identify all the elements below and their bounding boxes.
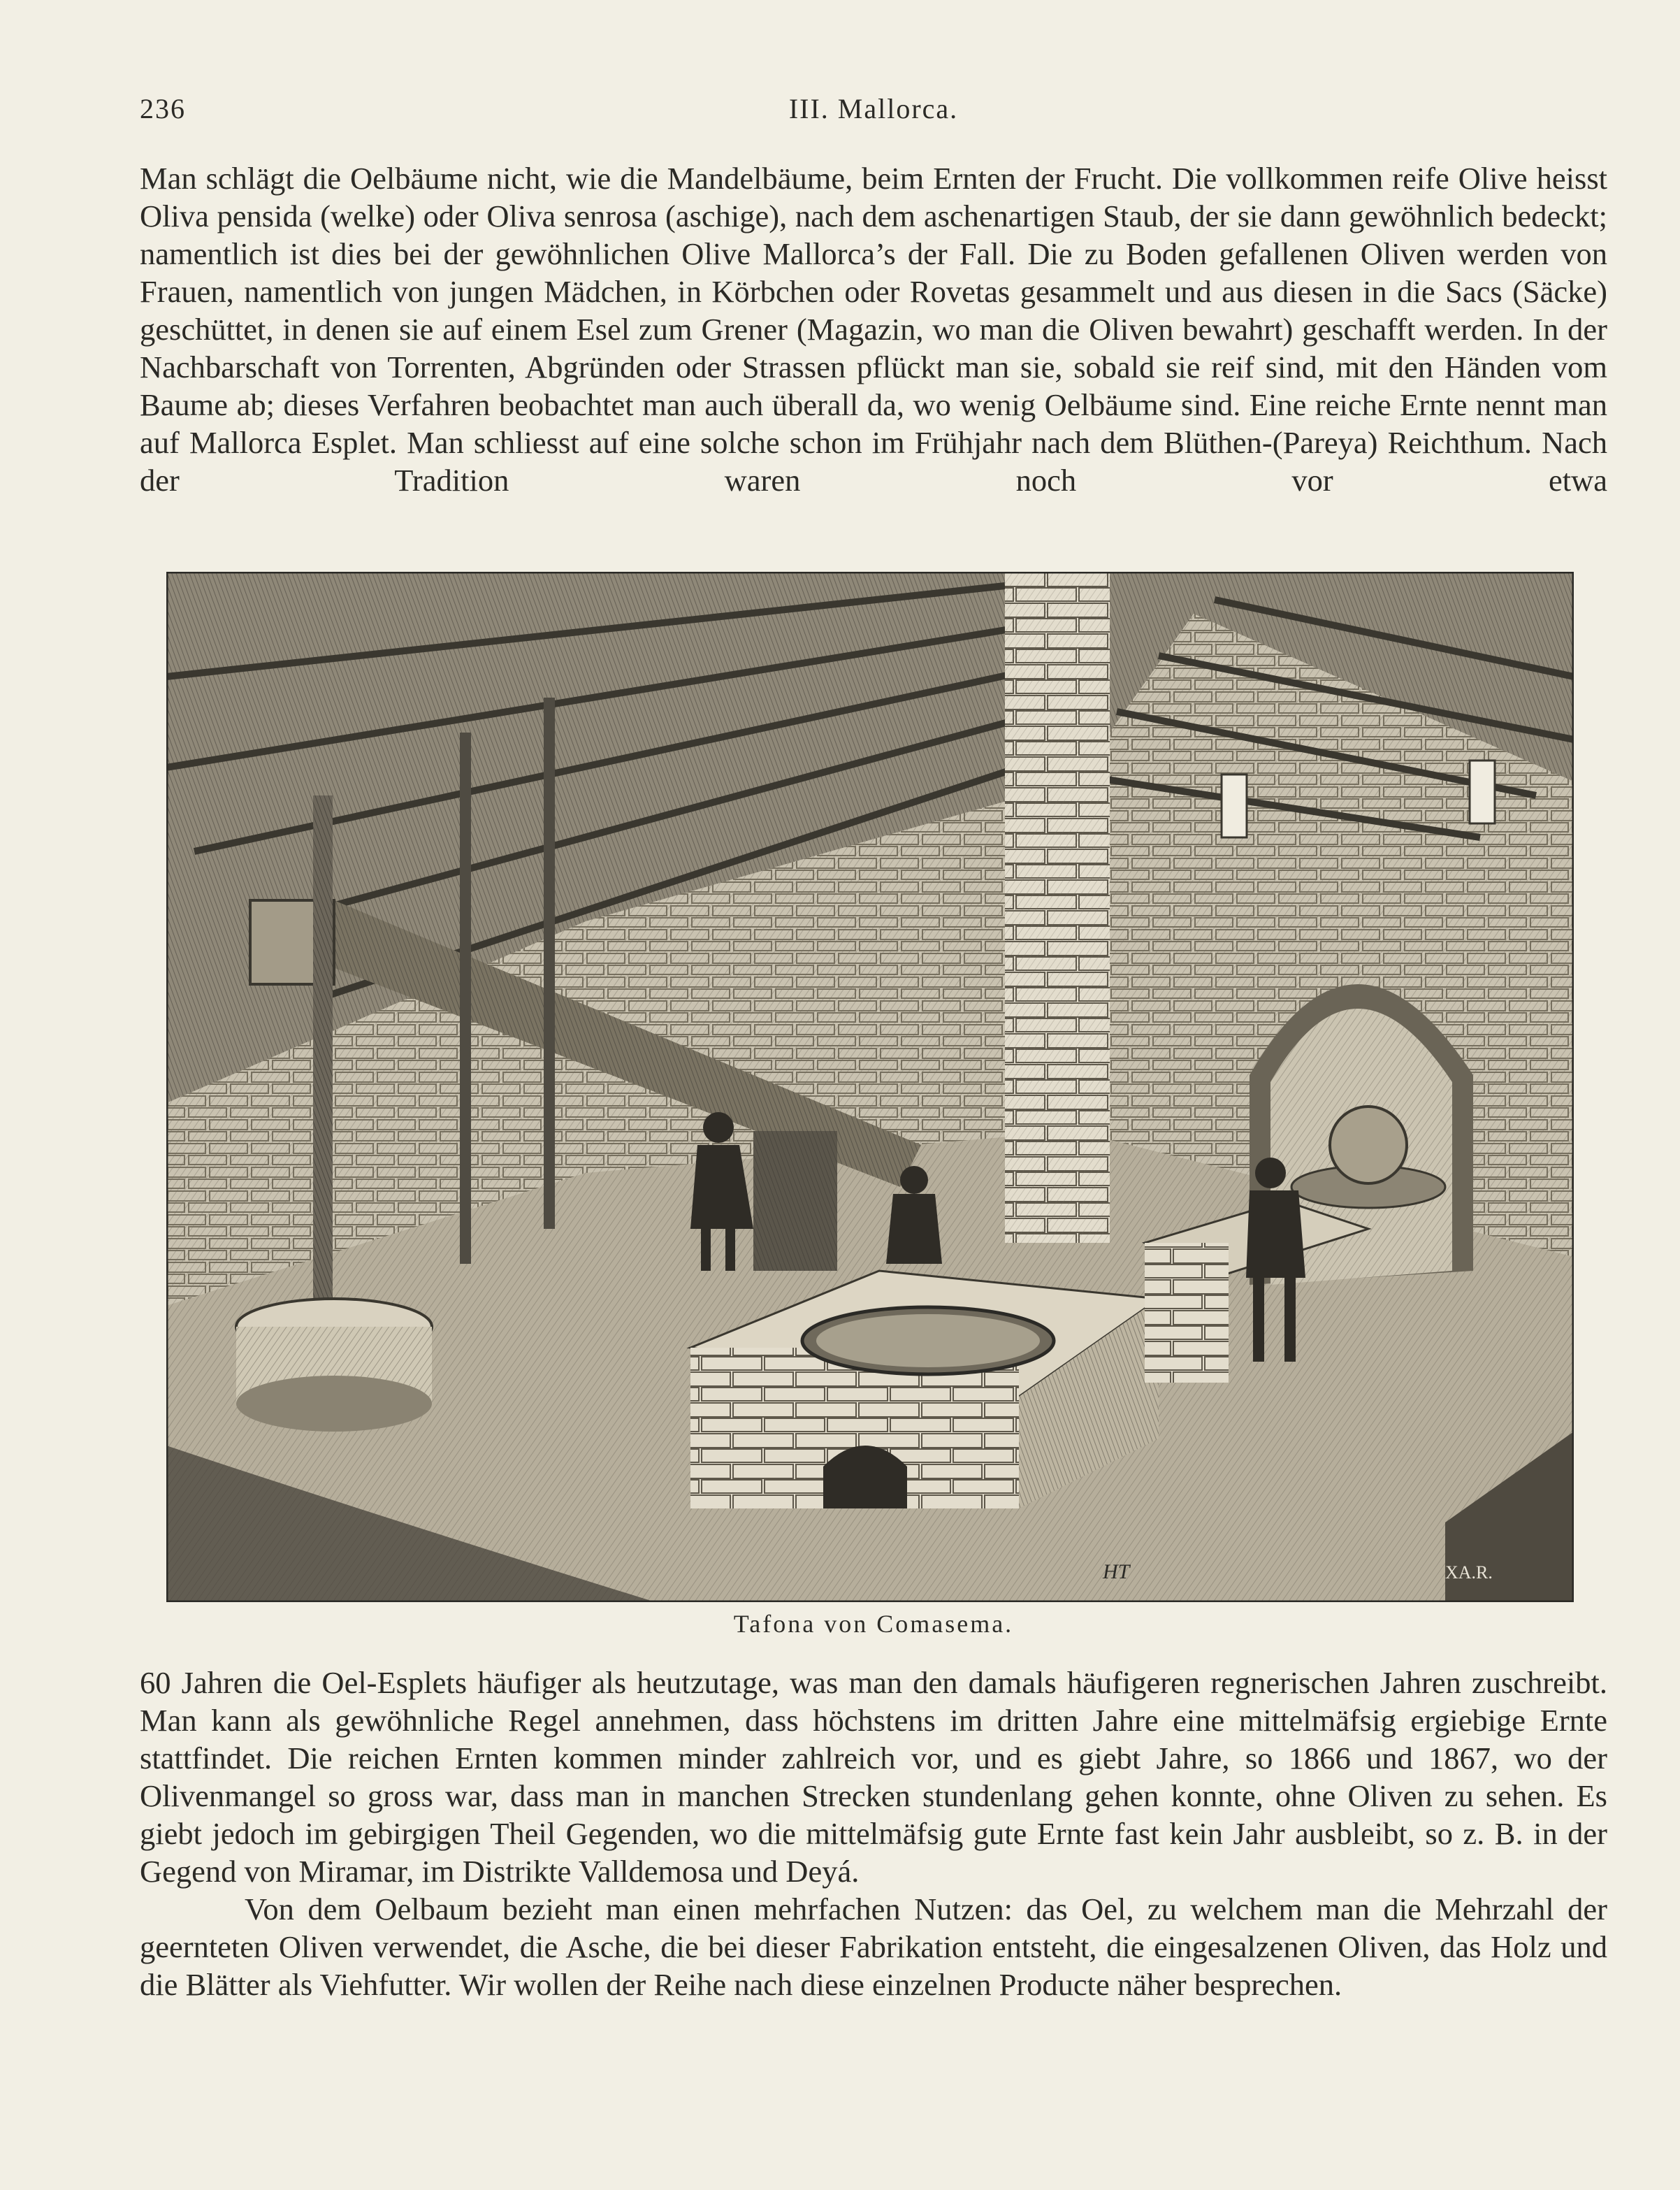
page-header [140,92,1607,134]
running-title: III. Mallorca. [788,93,959,124]
page-number: 236 [140,93,186,124]
paragraph-bottom-2: Von dem Oelbaum bezieht man einen mehrfachen Nutzen: das Oel, zu welchem man die Mehrzahl der geernteten Oliven verwendet, die Asche, die bei dieser Fabrikation entsteht, die eingesalzenen Oliven, das Holz und die Blätter als Viehfutter. Wir wollen der Reihe nach diese einzelnen Producte näher besprechen. [140,1892,1607,2002]
engraver-signature-right: XA.R. [1445,1562,1493,1583]
engraving-figure [166,572,1574,1602]
text-block-bottom [140,1664,1607,2003]
paragraph-top: Man schlägt die Oelbäume nicht, wie die Mandelbäume, beim Ernten der Frucht. Die vollkommen reife Olive heisst Oliva pensida (welke) oder Oliva senrosa (aschige), nach dem aschenartigen Staub, der sie dann gewöhnlich bedeckt; namentlich ist dies bei der gewöhnlichen Olive Mallorca’s der Fall. Die zu Boden gefallenen Oliven werden von Frauen, namentlich von jungen Mädchen, in Körbchen oder Rovetas gesammelt und aus diesen in die Sacs (Säcke) geschüttet, in denen sie auf einem Esel zum Grener (Magazin, wo man die Oliven bewahrt) geschafft werden. In der Nachbarschaft von Torrenten, Abgründen oder Strassen pflückt man sie, sobald sie reif sind, mit den Händen vom Baume ab; dieses Verfahren beobachtet man auch überall da, wo wenig Oelbäume sind. Eine reiche Ernte nennt man auf Mallorca Esplet. Man schliesst auf eine solche schon im Frühjahr nach dem Blüthen-(Pareya) Reichthum. Nach der Tradition waren noch vor etwa [140,161,1607,498]
figure-caption: Tafona von Comasema. [733,1610,1014,1638]
paragraph-bottom-1: 60 Jahren die Oel-Esplets häufiger als heutzutage, was man den damals häufigeren regnerischen Jahren zuschreibt. Man kann als gewöhnliche Regel annehmen, dass höchstens im dritten Jahre eine mittelmäfsig ergiebige Ernte stattfindet. Die reichen Ernten kommen minder zahlreich vor, und es giebt Jahre, so 1866 und 1867, wo der Olivenmangel so gross war, dass man in manchen Strecken stundenlang gehen konnte, ohne Oliven zu sehen. Es giebt jedoch im gebirgigen Theil Gegenden, wo die mittelmäfsig gute Ernte fast kein Jahr ausbleibt, so z. B. in der Gegend von Miramar, im Distrikte Valldemosa und Deyá. [140,1665,1607,1889]
text-block-top [140,159,1607,499]
engraver-signature-left: HT [1103,1560,1130,1583]
tafona-engraving [166,572,1574,1602]
